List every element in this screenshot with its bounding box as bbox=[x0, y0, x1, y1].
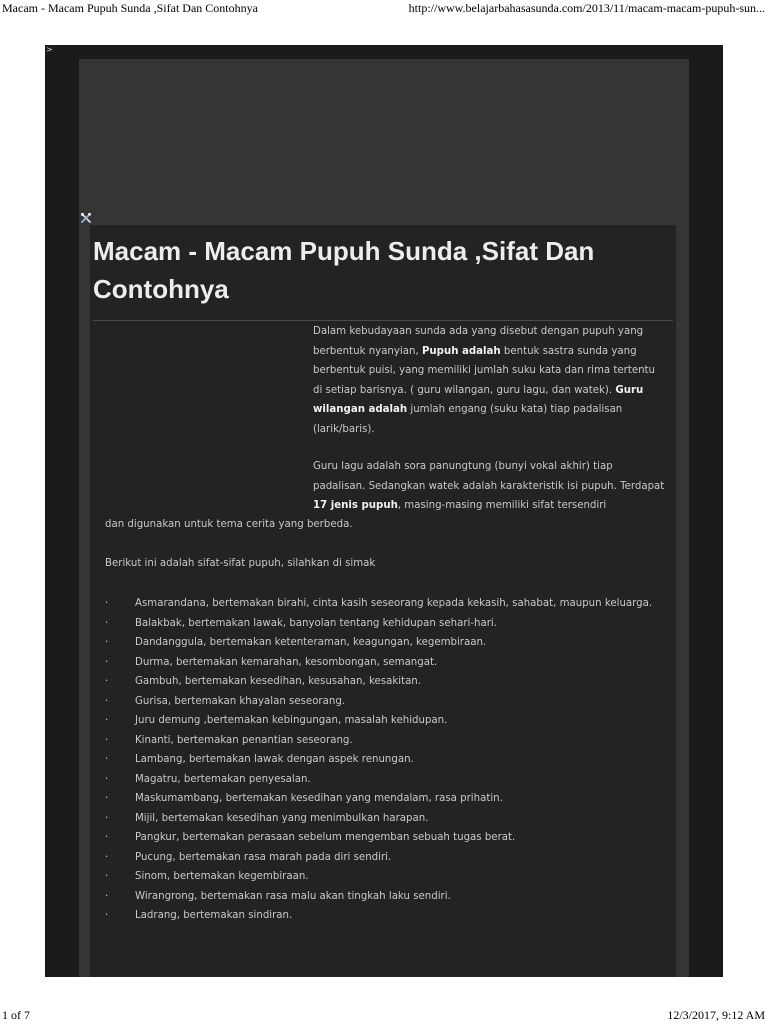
print-datetime: 12/3/2017, 9:12 AM bbox=[667, 1008, 765, 1022]
print-header bbox=[0, 1, 768, 17]
bullet-marker: · bbox=[105, 832, 109, 843]
title-divider bbox=[93, 320, 673, 321]
list-item-text: Juru demung ,bertemakan kebingungan, masalah kehidupan. bbox=[135, 715, 448, 726]
guru-lagu-paragraph-tail: dan digunakan untuk tema cerita yang berbeda. bbox=[105, 519, 353, 530]
article bbox=[90, 225, 676, 977]
list-item-text: Gambuh, bertemakan kesedihan, kesusahan, kesakitan. bbox=[135, 676, 422, 687]
bullet-marker: · bbox=[105, 812, 109, 824]
list-item-text: Mijil, bertemakan kesedihan yang menimbulkan harapan. bbox=[135, 812, 429, 824]
list-item-text: Wirangrong, bertemakan rasa malu akan tingkah laku sendiri. bbox=[135, 890, 451, 902]
bullet-marker: · bbox=[105, 871, 109, 882]
p2-text-1: Guru lagu adalah sora panungtung (bunyi vokal akhir) tiap padalisan. Sedangkan watek adalah karakteristik isi pupuh. Terdapat bbox=[313, 461, 665, 492]
print-header-title: Macam - Macam Pupuh Sunda ,Sifat Dan Contohnya bbox=[2, 1, 258, 15]
bullet-marker: · bbox=[105, 656, 109, 668]
list-item bbox=[105, 789, 665, 809]
bullet-marker: · bbox=[105, 793, 109, 804]
list-item bbox=[105, 750, 665, 770]
list-item-text: Lambang, bertemakan lawak dengan aspek renungan. bbox=[135, 754, 414, 765]
list-item-text: Kinanti, bertemakan penantian seseorang. bbox=[135, 734, 353, 746]
list-item bbox=[105, 692, 665, 712]
list-item bbox=[105, 614, 665, 634]
bullet-marker: · bbox=[105, 637, 109, 648]
bullet-marker: · bbox=[105, 890, 109, 902]
list-item-text: Balakbak, bertemakan lawak, banyolan tentang kehidupan sehari-hari. bbox=[135, 617, 497, 629]
list-item bbox=[105, 809, 665, 829]
page-number: 1 of 7 bbox=[2, 1008, 30, 1022]
list-item bbox=[105, 633, 665, 653]
print-footer bbox=[0, 1008, 768, 1024]
list-item-text: Ladrang, bertemakan sindiran. bbox=[135, 910, 293, 921]
list-item bbox=[105, 731, 665, 751]
intro-text-2: bentuk sastra sunda yang berbentuk puisi, yang memiliki jumlah suku kata dan rima tertentu di setiap barisnya. ( guru wilangan, guru lagu, dan watek). bbox=[313, 345, 655, 396]
page-frame bbox=[45, 45, 723, 977]
intro-bold-guru-wilangan: Guru wilangan adalah bbox=[313, 384, 644, 415]
list-intro: Berikut ini adalah sifat-sifat pupuh, silahkan di simak bbox=[105, 558, 376, 569]
print-header-url: http://www.belajarbahasasunda.com/2013/11/macam-macam-pupuh-sun... bbox=[408, 1, 765, 15]
intro-text-1: Dalam kebudayaan sunda ada yang disebut dengan pupuh yang berbentuk nyanyian, bbox=[313, 326, 644, 357]
list-item bbox=[105, 711, 665, 731]
corner-mark: > bbox=[46, 45, 53, 54]
bullet-marker: · bbox=[105, 598, 109, 609]
pupuh-list bbox=[105, 594, 665, 926]
bullet-marker: · bbox=[105, 617, 109, 629]
list-item bbox=[105, 770, 665, 790]
list-item-text: Magatru, bertemakan penyesalan. bbox=[135, 773, 311, 785]
list-item-text: Gurisa, bertemakan khayalan seseorang. bbox=[135, 695, 346, 707]
article-title: Macam - Macam Pupuh Sunda ,Sifat Dan Contohnya bbox=[93, 236, 595, 304]
tools-icon[interactable] bbox=[80, 209, 92, 221]
bullet-marker: · bbox=[105, 754, 109, 765]
list-item bbox=[105, 887, 665, 907]
list-item-text: Dandanggula, bertemakan ketenteraman, keagungan, kegembiraan. bbox=[135, 637, 487, 648]
bullet-marker: · bbox=[105, 695, 109, 707]
bullet-marker: · bbox=[105, 910, 109, 921]
p2-text-2: , masing-masing memiliki sifat tersendiri bbox=[397, 500, 607, 511]
list-item-text: Pucung, bertemakan rasa marah pada diri sendiri. bbox=[135, 851, 392, 863]
intro-text-3: jumlah engang (suku kata) tiap padalisan (larik/baris). bbox=[313, 404, 623, 435]
list-item bbox=[105, 828, 665, 848]
list-item-text: Maskumambang, bertemakan kesedihan yang mendalam, rasa prihatin. bbox=[135, 793, 503, 804]
list-item bbox=[105, 906, 665, 926]
list-item-text: Durma, bertemakan kemarahan, kesombongan, semangat. bbox=[135, 656, 438, 668]
bullet-marker: · bbox=[105, 676, 109, 687]
list-item bbox=[105, 848, 665, 868]
bullet-marker: · bbox=[105, 734, 109, 746]
list-item bbox=[105, 653, 665, 673]
list-item-text: Sinom, bertemakan kegembiraan. bbox=[135, 871, 309, 882]
bullet-marker: · bbox=[105, 851, 109, 863]
list-item bbox=[105, 594, 665, 614]
list-item bbox=[105, 867, 665, 887]
guru-lagu-paragraph bbox=[313, 457, 665, 516]
list-item bbox=[105, 672, 665, 692]
intro-paragraph bbox=[313, 322, 665, 439]
bullet-marker: · bbox=[105, 773, 109, 785]
bullet-marker: · bbox=[105, 715, 109, 726]
list-item-text: Pangkur, bertemakan perasaan sebelum mengemban sebuah tugas berat. bbox=[135, 832, 516, 843]
p2-bold-jenis: 17 jenis pupuh bbox=[313, 500, 398, 511]
list-item-text: Asmarandana, bertemakan birahi, cinta kasih seseorang kepada kekasih, sahabat, maupun keluarga. bbox=[135, 598, 653, 609]
intro-bold-pupuh: Pupuh adalah bbox=[421, 345, 501, 357]
